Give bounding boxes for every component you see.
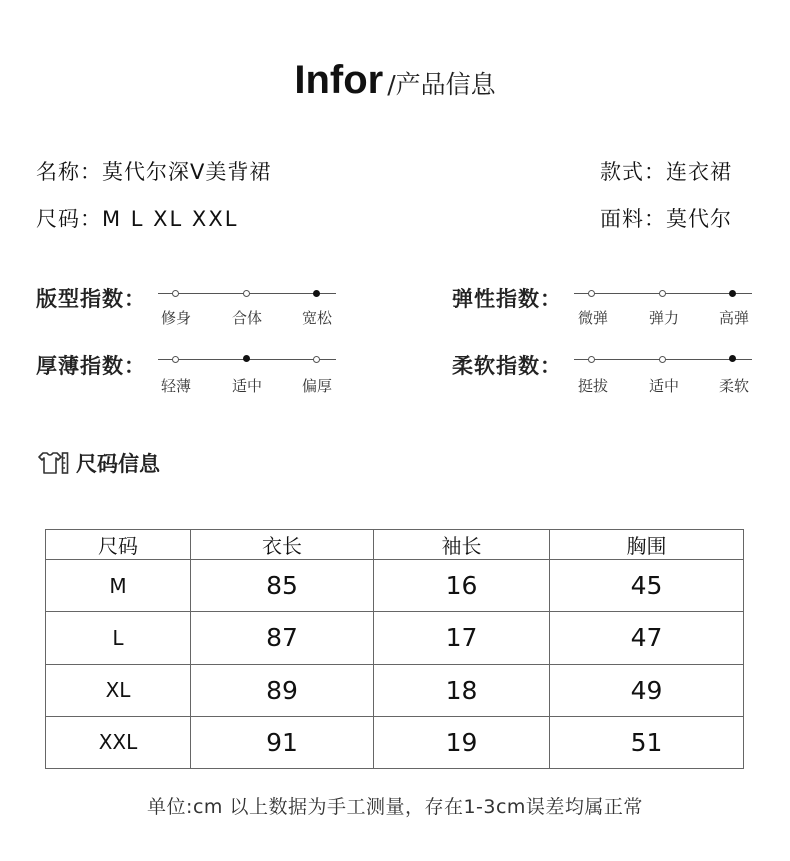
- size-section-title: [36, 448, 160, 478]
- index-label-thickness: 厚薄指数：: [36, 354, 146, 378]
- index-dot-thickness-0: [172, 356, 179, 363]
- page-title: Infor: [294, 58, 384, 102]
- index-tick-softness-1: 适中: [648, 377, 680, 395]
- index-dot-elasticity-0: [588, 290, 595, 297]
- table-header-cell: 袖长: [374, 530, 550, 560]
- table-cell: 45: [550, 560, 744, 612]
- info-size: [36, 203, 238, 233]
- measurement-note: 单位:cm 以上数据为手工测量，存在1-3cm误差均属正常: [147, 796, 643, 818]
- index-label-elasticity: 弹性指数：: [452, 287, 562, 311]
- table-cell: 51: [550, 716, 744, 768]
- size-table: [45, 529, 744, 769]
- table-cell: 85: [191, 560, 374, 612]
- info-style-label: 款式：: [600, 160, 666, 184]
- table-cell: 47: [550, 612, 744, 664]
- index-tick-thickness-2: 偏厚: [301, 377, 333, 395]
- table-cell: 91: [191, 716, 374, 768]
- table-cell: 49: [550, 664, 744, 716]
- info-name: [36, 156, 271, 186]
- table-cell: L: [46, 612, 191, 664]
- index-dot-softness-0: [588, 356, 595, 363]
- table-row: [46, 612, 744, 664]
- table-cell: 87: [191, 612, 374, 664]
- index-dot-fit-0: [172, 290, 179, 297]
- info-name-label: 名称：: [36, 160, 102, 184]
- info-fabric-label: 面料：: [600, 207, 666, 231]
- index-tick-elasticity-0: 微弹: [577, 309, 609, 327]
- size-section-title-text: 尺码信息: [76, 452, 160, 476]
- table-cell: M: [46, 560, 191, 612]
- index-label-fit: 版型指数：: [36, 287, 146, 311]
- info-style-value: 连衣裙: [666, 160, 732, 184]
- info-fabric-value: 莫代尔: [666, 207, 732, 231]
- index-dot-fit-1: [243, 290, 250, 297]
- index-tick-softness-2: 柔软: [718, 377, 750, 395]
- index-tick-thickness-1: 适中: [231, 377, 263, 395]
- table-cell: 19: [374, 716, 550, 768]
- index-label-softness: 柔软指数：: [452, 354, 562, 378]
- info-name-value: 莫代尔深V美背裙: [102, 160, 272, 184]
- index-dot-softness-2: [729, 355, 736, 362]
- table-cell: XL: [46, 664, 191, 716]
- table-header-row: [46, 530, 744, 560]
- page-header: [0, 58, 790, 103]
- page-subtitle: /产品信息: [387, 70, 496, 99]
- info-size-label: 尺码：: [36, 207, 102, 231]
- index-dot-elasticity-2: [729, 290, 736, 297]
- index-tick-fit-0: 修身: [160, 309, 192, 327]
- index-dot-thickness-1: [243, 355, 250, 362]
- index-dot-softness-1: [659, 356, 666, 363]
- info-size-value: M L XL XXL: [102, 207, 239, 231]
- index-tick-fit-2: 宽松: [301, 309, 333, 327]
- table-row: [46, 716, 744, 768]
- table-cell: XXL: [46, 716, 191, 768]
- table-cell: 89: [191, 664, 374, 716]
- index-dot-fit-2: [313, 290, 320, 297]
- table-cell: 16: [374, 560, 550, 612]
- index-tick-elasticity-1: 弹力: [648, 309, 680, 327]
- table-cell: 18: [374, 664, 550, 716]
- index-dot-thickness-2: [313, 356, 320, 363]
- table-header-cell: 衣长: [191, 530, 374, 560]
- table-row: [46, 560, 744, 612]
- index-tick-fit-1: 合体: [231, 309, 263, 327]
- index-tick-thickness-0: 轻薄: [160, 377, 192, 395]
- table-row: [46, 664, 744, 716]
- table-header-cell: 尺码: [46, 530, 191, 560]
- info-style: [600, 156, 732, 186]
- table-header-cell: 胸围: [550, 530, 744, 560]
- index-tick-elasticity-2: 高弹: [718, 309, 750, 327]
- info-fabric: [600, 203, 732, 233]
- index-tick-softness-0: 挺拔: [577, 377, 609, 395]
- table-cell: 17: [374, 612, 550, 664]
- shirt-ruler-icon: [36, 452, 76, 476]
- index-dot-elasticity-1: [659, 290, 666, 297]
